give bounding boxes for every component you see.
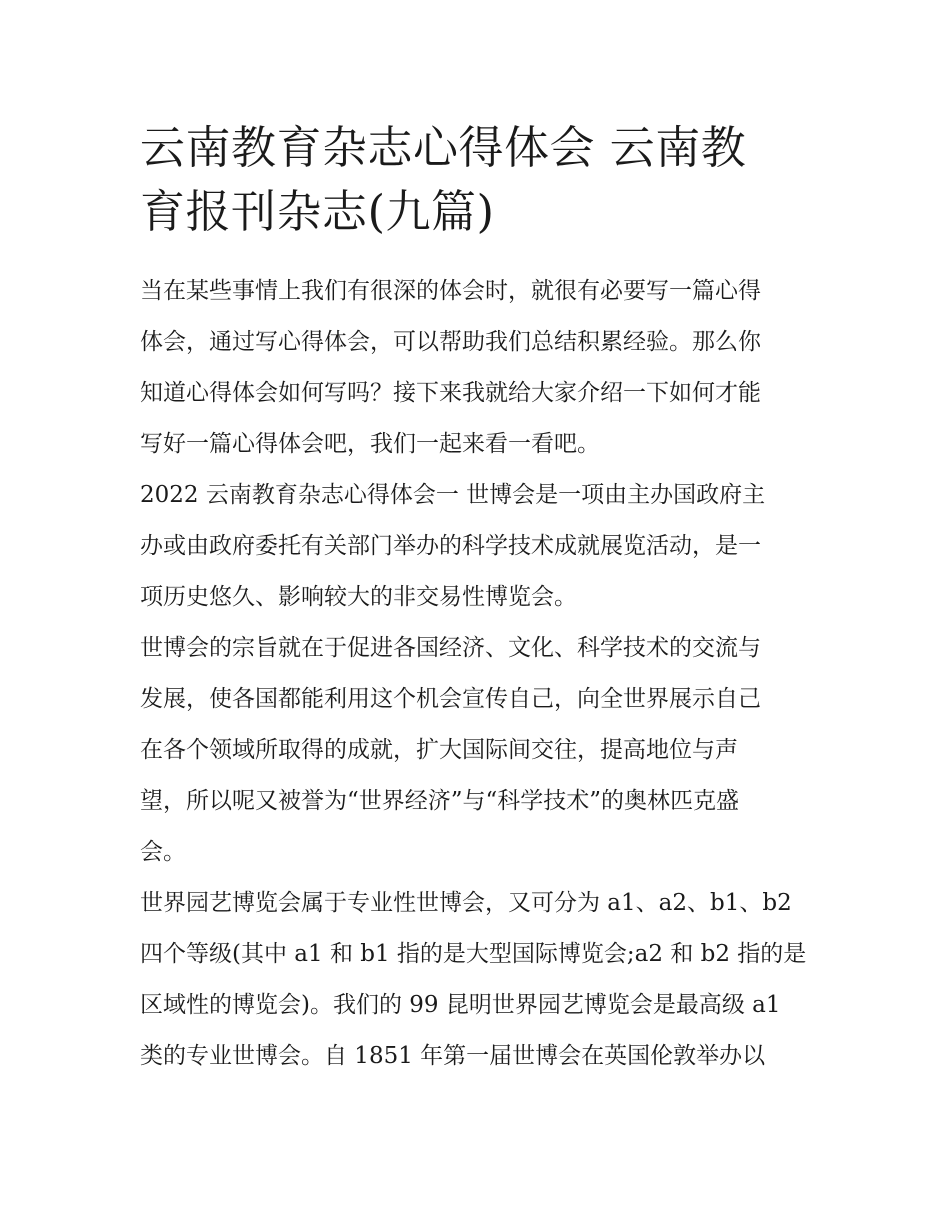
body-paragraph-3 [140, 878, 812, 1082]
text-line: 写好一篇心得体会吧，我们一起来看一看吧。 [140, 431, 600, 457]
title-line-2: 育报刊杂志(九篇) [140, 185, 495, 238]
document-page [140, 116, 812, 1082]
text-line: 办或由政府委托有关部门举办的科学技术成就展览活动，是一 [140, 533, 761, 559]
body-paragraph-2 [140, 623, 812, 878]
text-line: 体会，通过写心得体会，可以帮助我们总结积累经验。那么你 [140, 329, 761, 355]
body-paragraph-1 [140, 470, 812, 623]
text-line: 当在某些事情上我们有很深的体会时，就很有必要写一篇心得 [140, 278, 761, 304]
text-line: 四个等级(其中 a1 和 b1 指的是大型国际博览会;a2 和 b2 指的是 [140, 941, 807, 967]
text-line: 会。 [140, 839, 186, 865]
text-line: 发展，使各国都能利用这个机会宣传自己，向全世界展示自己 [140, 686, 761, 712]
document-title [140, 116, 812, 244]
text-line: 世博会的宗旨就在于促进各国经济、文化、科学技术的交流与 [140, 635, 761, 661]
text-line: 知道心得体会如何写吗？接下来我就给大家介绍一下如何才能 [140, 380, 761, 406]
text-line: 在各个领域所取得的成就，扩大国际间交往，提高地位与声 [140, 737, 738, 763]
text-line: 项历史悠久、影响较大的非交易性博览会。 [140, 584, 577, 610]
text-line: 2022 云南教育杂志心得体会一 世博会是一项由主办国政府主 [140, 482, 766, 508]
text-line: 望，所以呢又被誉为“世界经济”与“科学技术”的奥林匹克盛 [140, 788, 740, 814]
text-line: 世界园艺博览会属于专业性世博会，又可分为 a1、a2、b1、b2 [140, 890, 792, 916]
text-line: 类的专业世博会。自 1851 年第一届世博会在英国伦敦举办以 [140, 1043, 766, 1069]
title-line-1: 云南教育杂志心得体会 云南教 [140, 121, 747, 174]
text-line: 区域性的博览会)。我们的 99 昆明世界园艺博览会是最高级 a1 [140, 992, 781, 1018]
intro-paragraph [140, 266, 812, 470]
